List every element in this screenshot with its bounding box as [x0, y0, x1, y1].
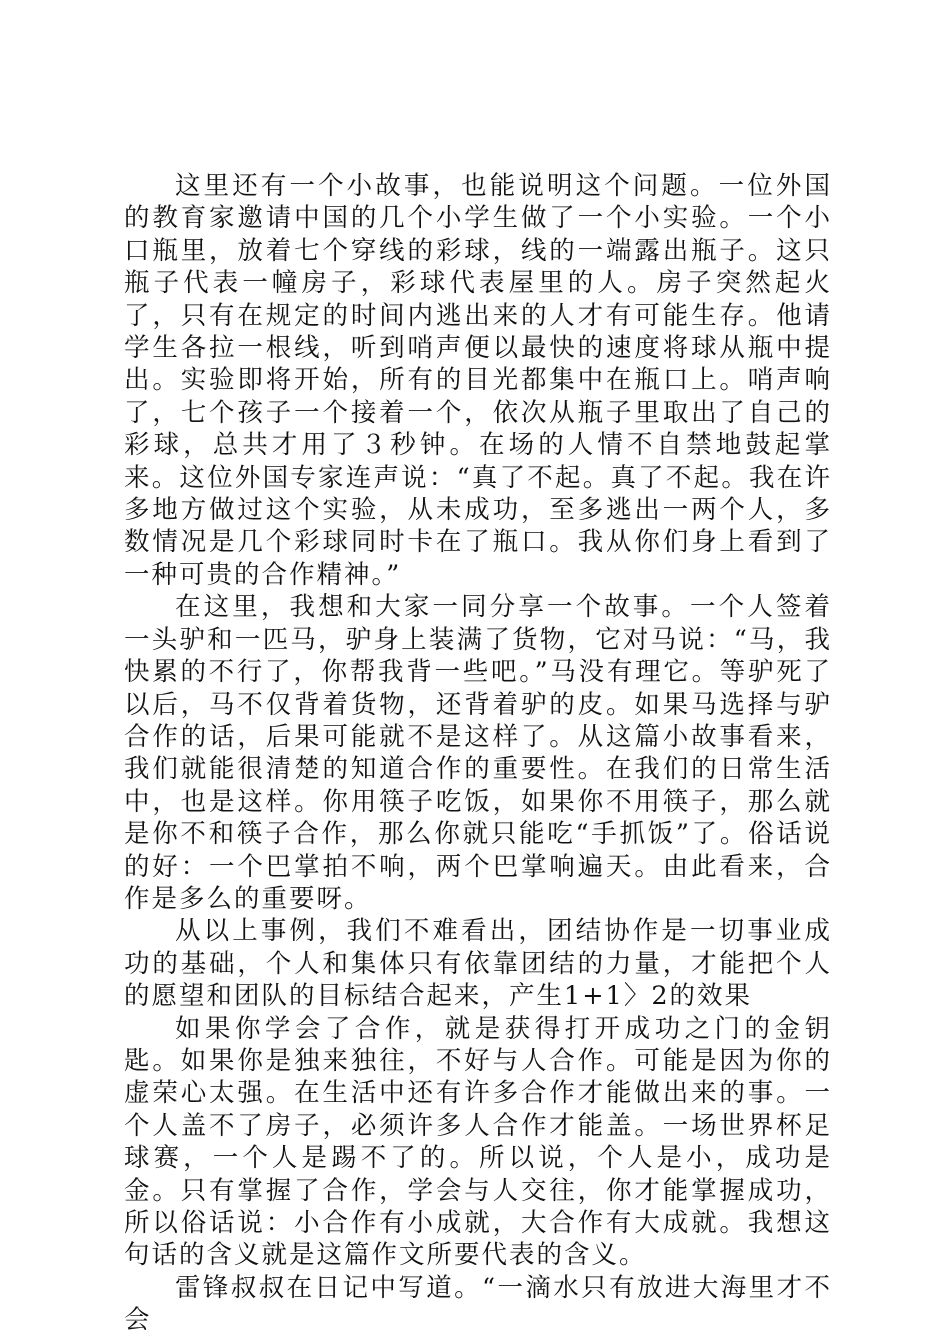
paragraph-cooperation-key: 如果你学会了合作，就是获得打开成功之门的金钥匙。如果你是独来独往，不好与人合作。可能是因为你的虚荣心太强。在生活中还有许多合作才能做出来的事。一个人盖不了房子，必须许多人合作才能盖。一场世界杯足球赛，一个人是踢不了的。所以说，个人是小，成功是金。只有掌握了合作，学会与人交往，你才能掌握成功，所以俗话说：小合作有小成就，大合作有大成就。我想这句话的含义就是这篇作文所要代表的含义。 — [124, 1013, 832, 1271]
paragraph-bottle-experiment: 这里还有一个小故事，也能说明这个问题。一位外国的教育家邀请中国的几个小学生做了一个小实验。一个小口瓶里，放着七个穿线的彩球，线的一端露出瓶子。这只瓶子代表一幢房子，彩球代表屋里的人。房子突然起火了，只有在规定的时间内逃出来的人才有可能生存。他请学生各拉一根线，听到哨声便以最快的速度将球从瓶中提出。实验即将开始，所有的目光都集中在瓶口上。哨声响了，七个孩子一个接着一个，依次从瓶子里取出了自己的彩球，总共才用了３秒钟。在场的人情不自禁地鼓起掌来。这位外国专家连声说：“真了不起。真了不起。我在许多地方做过这个实验，从未成功，至多逃出一两个人，多数情况是几个彩球同时卡在了瓶口。我从你们身上看到了一种可贵的合作精神。” — [124, 171, 832, 590]
paragraph-donkey-horse-story: 在这里，我想和大家一同分享一个故事。一个人签着一头驴和一匹马，驴身上装满了货物，它对马说：“马，我快累的不行了，你帮我背一些吧。”马没有理它。等驴死了以后，马不仅背着货物，还背着驴的皮。如果马选择与驴合作的话，后果可能就不是这样了。从这篇小故事看来，我们就能很清楚的知道合作的重要性。在我们的日常生活中，也是这样。你用筷子吃饭，如果你不用筷子，那么就是你不和筷子合作，那么你就只能吃“手抓饭”了。俗话说的好：一个巴掌拍不响，两个巴掌响遍天。由此看来，合作是多么的重要呀。 — [124, 592, 832, 914]
document-body — [124, 170, 832, 1337]
paragraph-lei-feng-diary: 雷锋叔叔在日记中写道。“一滴水只有放进大海里才不会 — [124, 1272, 832, 1336]
paragraph-teamwork-conclusion: 从以上事例，我们不难看出，团结协作是一切事业成功的基础，个人和集体只有依靠团结的力量，才能把个人的愿望和团队的目标结合起来，产生1+1〉2的效果 — [124, 916, 832, 1012]
